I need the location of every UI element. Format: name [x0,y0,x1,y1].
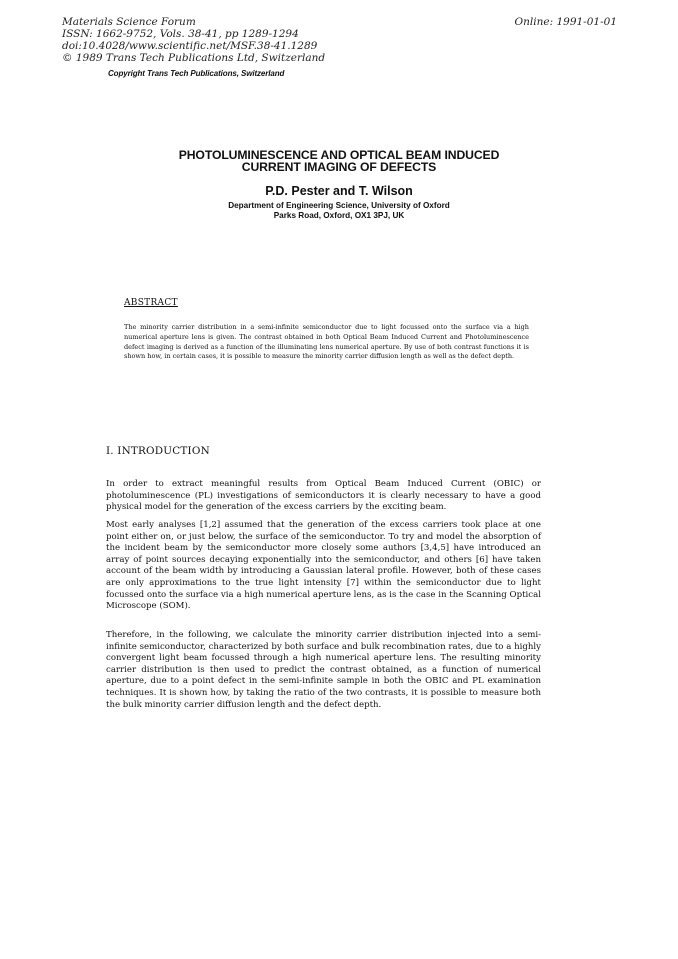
doi-line: doi:10.4028/www.scientific.net/MSF.38-41.1289 [62,40,318,52]
journal-name: Materials Science Forum [62,16,196,28]
intro-paragraph-1: In order to extract meaningful results from Optical Beam Induced Current (OBIC) or photoluminescence (PL) investigations of semiconductors it is clearly necessary to have a good physical model for the generation of the excess carriers by the exciting beam. [106,479,541,513]
intro-paragraph-3: Therefore, in the following, we calculate the minority carrier distribution injected into a semi-infinite semiconductor, characterized by both surface and bulk recombination rates, due to a highly convergent light beam focussed through a high numerical aperture lens. The resulting minority carrier distribution is then used to predict the contrast obtained, as a function of numerical aperture, due to a point defect in the semi-infinite sample in both the OBIC and PL examination techniques. It is shown how, by taking the ratio of the two contrasts, it is possible to measure both the bulk minority carrier diffusion length and the defect depth. [106,630,541,710]
copyright-notice: Copyright Trans Tech Publications, Switzerland [108,69,285,78]
title-line-2: CURRENT IMAGING OF DEFECTS [241,159,437,174]
affiliation-line-2: Parks Road, Oxford, OX1 3PJ, UK [273,211,405,220]
paper-title [0,150,678,173]
publisher-line: © 1989 Trans Tech Publications Ltd, Switzerland [62,52,326,64]
title-line-1: PHOTOLUMINESCENCE AND OPTICAL BEAM INDUCED [178,148,500,162]
abstract-heading: ABSTRACT [124,298,178,308]
online-date: Online: 1991-01-01 [514,16,617,28]
abstract-text: The minority carrier distribution in a semi-infinite semiconductor due to light focussed onto the surface via a high numerical aperture lens is given. The contrast obtained in both Optical Beam Induced Current and Photoluminescence defect imaging is derived as a function of the illuminating lens numerical aperture. By use of both contrast functions it is shown how, in certain cases, it is possible to measure the minority carrier diffusion length as well as the defect depth. [124,323,529,361]
intro-paragraph-2: Most early analyses [1,2] assumed that the generation of the excess carriers took place at one point either on, or just below, the surface of the semiconductor. To try and model the absorption of the incident beam by the semiconductor more closely some authors [3,4,5] have introduced an array of point sources decaying exponentially into the semiconductor, and others [6] have taken account of the beam width by introducing a Gaussian lateral profile. However, both of these cases are only approximations to the true light intensity [7] within the semiconductor due to light focussed onto the surface via a high numerical aperture lens, as is the case in the Scanning Optical Microscope (SOM). [106,520,541,612]
affiliation [0,201,678,221]
paper-authors: P.D. Pester and T. Wilson [265,184,413,198]
section-heading-introduction: I. INTRODUCTION [106,445,210,457]
journal-info [62,16,325,64]
affiliation-line-1: Department of Engineering Science, University of Oxford [228,201,450,210]
issn-line: ISSN: 1662-9752, Vols. 38-41, pp 1289-1294 [62,28,299,40]
